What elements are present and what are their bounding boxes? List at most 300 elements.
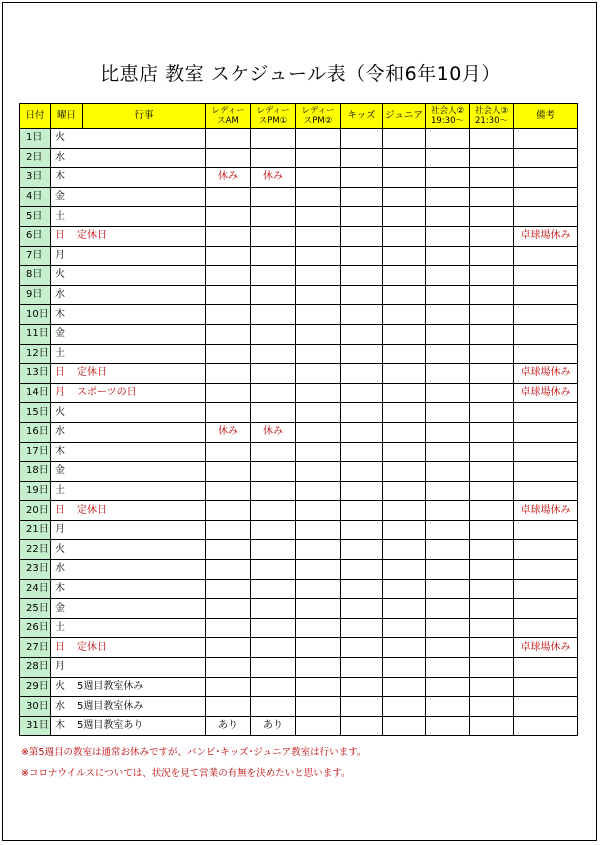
kids-cell [341,403,383,423]
weekday-cell [51,677,206,697]
notes-cell [514,422,578,442]
junior-cell [383,422,426,442]
junior-cell [383,226,426,246]
ladies-pm1-cell [251,658,296,678]
ladies-pm1-cell [251,442,296,462]
date-cell: 9日 [20,285,51,305]
kids-cell [341,520,383,540]
notes-cell [514,599,578,619]
table-row [20,716,578,736]
table-row [20,560,578,580]
notes-cell [514,716,578,736]
notes-cell [514,658,578,678]
adult-1930-cell [426,344,470,364]
event-label: スポーツの日 [77,387,137,399]
ladies-pm2-cell [296,540,341,560]
table-row [20,422,578,442]
kids-cell [341,579,383,599]
table-row [20,266,578,286]
weekday-cell: 金 [51,599,83,619]
event-cell [83,324,206,344]
notes-cell [514,207,578,227]
ladies-pm1-cell [251,285,296,305]
adult-1930-cell [426,599,470,619]
junior-cell [383,599,426,619]
ladies-pm2-cell [296,442,341,462]
weekday-cell: 水 [51,422,83,442]
ladies-pm2-cell [296,560,341,580]
ladies-pm2-cell [296,324,341,344]
weekday-label: 日 [55,367,65,379]
adult-2130-cell [470,579,514,599]
ladies-am-cell [206,403,251,423]
ladies-am-cell: 休み [206,168,251,188]
kids-cell [341,187,383,207]
weekday-label: 木 [55,720,65,732]
ladies-pm2-cell [296,462,341,482]
adult-2130-cell [470,403,514,423]
event-cell [83,129,206,149]
adult-2130-cell [470,501,514,521]
adult-1930-cell [426,716,470,736]
adult-1930-cell [426,481,470,501]
notes-cell [514,305,578,325]
adult-1930-cell [426,422,470,442]
junior-cell [383,501,426,521]
date-cell: 22日 [20,540,51,560]
ladies-pm2-cell [296,579,341,599]
kids-cell [341,383,383,403]
adult-1930-cell [426,697,470,717]
junior-cell [383,285,426,305]
adult-1930-cell [426,168,470,188]
notes-cell [514,697,578,717]
ladies-pm1-cell [251,520,296,540]
adult-2130-cell [470,618,514,638]
adult-1930-cell [426,187,470,207]
adult-2130-cell [470,266,514,286]
weekday-cell: 土 [51,481,83,501]
adult-2130-cell [470,422,514,442]
date-cell: 2日 [20,148,51,168]
event-label: 5週目教室休み [77,680,144,692]
weekday-label: 日 [55,230,65,242]
table-row [20,207,578,227]
kids-cell [341,207,383,227]
date-cell: 10日 [20,305,51,325]
ladies-pm2-cell [296,403,341,423]
ladies-pm1-cell [251,697,296,717]
ladies-am-cell [206,246,251,266]
footnote-fifth-week: ※第5週目の教室は通常お休みですが、バンビ･キッズ･ジュニア教室は行います。 [21,747,367,758]
weekday-label: 月 [55,387,65,399]
weekday-cell: 水 [51,148,83,168]
event-cell [83,285,206,305]
table-row [20,618,578,638]
adult-2130-cell [470,677,514,697]
ladies-pm2-cell [296,520,341,540]
ladies-pm2-cell [296,481,341,501]
weekday-cell: 土 [51,618,83,638]
kids-cell [341,226,383,246]
header-adult-2130: 社会人③ 21:30～ [470,104,514,129]
ladies-pm2-cell [296,148,341,168]
ladies-am-cell [206,226,251,246]
event-cell [83,344,206,364]
weekday-cell: 水 [51,560,83,580]
kids-cell [341,697,383,717]
adult-1930-cell [426,403,470,423]
notes-cell [514,677,578,697]
ladies-pm2-cell [296,501,341,521]
ladies-am-cell [206,579,251,599]
ladies-pm1-cell [251,501,296,521]
ladies-pm2-cell [296,285,341,305]
kids-cell [341,344,383,364]
adult-2130-cell [470,285,514,305]
adult-2130-cell [470,246,514,266]
ladies-am-cell [206,638,251,658]
weekday-cell: 木 [51,305,83,325]
adult-2130-cell [470,697,514,717]
junior-cell [383,560,426,580]
table-row [20,383,578,403]
weekday-cell: 月 [51,246,83,266]
event-cell [83,422,206,442]
table-row [20,697,578,717]
date-cell: 6日 [20,226,51,246]
ladies-pm2-cell [296,599,341,619]
ladies-pm2-cell [296,422,341,442]
weekday-cell: 水 [51,285,83,305]
table-row [20,187,578,207]
kids-cell [341,364,383,384]
date-cell: 11日 [20,324,51,344]
notes-cell [514,246,578,266]
weekday-cell: 土 [51,207,83,227]
table-row [20,148,578,168]
ladies-am-cell [206,129,251,149]
junior-cell [383,638,426,658]
table-row [20,481,578,501]
ladies-pm2-cell [296,677,341,697]
table-row [20,462,578,482]
header-event: 行事 [83,104,206,129]
adult-2130-cell [470,187,514,207]
adult-2130-cell [470,599,514,619]
notes-cell [514,187,578,207]
ladies-am-cell [206,481,251,501]
ladies-pm2-cell [296,697,341,717]
kids-cell [341,422,383,442]
event-cell [83,442,206,462]
adult-1930-cell [426,501,470,521]
weekday-cell: 火 [51,266,83,286]
date-cell: 24日 [20,579,51,599]
date-cell: 23日 [20,560,51,580]
table-row [20,677,578,697]
table-row [20,579,578,599]
date-cell: 14日 [20,383,51,403]
ladies-pm1-cell [251,246,296,266]
weekday-label: 水 [55,700,65,712]
junior-cell [383,246,426,266]
weekday-cell: 土 [51,344,83,364]
ladies-pm1-cell [251,618,296,638]
kids-cell [341,442,383,462]
ladies-pm2-cell [296,618,341,638]
date-cell: 12日 [20,344,51,364]
adult-2130-cell [470,383,514,403]
table-row [20,599,578,619]
header-notes: 備考 [514,104,578,129]
weekday-label: 日 [55,641,65,653]
table-row [20,364,578,384]
event-label: 定休日 [77,641,107,653]
notes-cell [514,560,578,580]
junior-cell [383,403,426,423]
kids-cell [341,285,383,305]
adult-1930-cell [426,618,470,638]
ladies-pm2-cell [296,129,341,149]
weekday-cell: 火 [51,403,83,423]
event-cell [83,207,206,227]
junior-cell [383,324,426,344]
date-cell: 5日 [20,207,51,227]
event-cell [83,560,206,580]
adult-1930-cell [426,305,470,325]
ladies-pm1-cell [251,266,296,286]
kids-cell [341,677,383,697]
event-cell [83,305,206,325]
junior-cell [383,442,426,462]
date-cell: 29日 [20,677,51,697]
kids-cell [341,305,383,325]
ladies-pm1-cell [251,579,296,599]
weekday-cell [51,716,206,736]
ladies-pm1-cell [251,344,296,364]
event-label: 5週目教室あり [77,720,144,732]
notes-cell [514,442,578,462]
footnote-corona: ※コロナウイルスについては、状況を見て営業の有無を決めたいと思います。 [21,768,351,779]
ladies-am-cell [206,677,251,697]
ladies-pm2-cell [296,207,341,227]
notes-cell: 卓球場休み [514,364,578,384]
ladies-pm1-cell [251,364,296,384]
event-label: 定休日 [77,504,107,516]
date-cell: 21日 [20,520,51,540]
notes-cell [514,540,578,560]
junior-cell [383,520,426,540]
table-row [20,520,578,540]
adult-1930-cell [426,207,470,227]
kids-cell [341,501,383,521]
event-cell [83,462,206,482]
kids-cell [341,618,383,638]
junior-cell [383,266,426,286]
date-cell: 17日 [20,442,51,462]
ladies-pm2-cell [296,638,341,658]
weekday-cell: 火 [51,540,83,560]
event-cell [83,520,206,540]
event-cell [83,266,206,286]
date-cell: 18日 [20,462,51,482]
date-cell: 8日 [20,266,51,286]
kids-cell [341,324,383,344]
event-cell [83,599,206,619]
adult-1930-cell [426,324,470,344]
notes-cell [514,324,578,344]
adult-1930-cell [426,658,470,678]
header-date: 日付 [20,104,51,129]
ladies-am-cell [206,285,251,305]
adult-2130-cell [470,462,514,482]
ladies-am-cell [206,618,251,638]
ladies-pm2-cell [296,658,341,678]
junior-cell [383,305,426,325]
header-kids: キッズ [341,104,383,129]
adult-2130-cell [470,324,514,344]
ladies-pm1-cell [251,383,296,403]
ladies-pm2-cell [296,716,341,736]
adult-2130-cell [470,148,514,168]
header-ladies-pm1: レディー スPM① [251,104,296,129]
date-cell: 27日 [20,638,51,658]
ladies-pm2-cell [296,187,341,207]
ladies-am-cell [206,364,251,384]
ladies-am-cell [206,324,251,344]
notes-cell [514,403,578,423]
date-cell: 7日 [20,246,51,266]
date-cell: 4日 [20,187,51,207]
ladies-am-cell [206,462,251,482]
adult-1930-cell [426,462,470,482]
event-cell [83,481,206,501]
ladies-pm1-cell [251,187,296,207]
header-ladies-am: レディー スAM [206,104,251,129]
ladies-pm1-cell [251,226,296,246]
table-row [20,540,578,560]
ladies-pm2-cell [296,266,341,286]
ladies-am-cell: 休み [206,422,251,442]
adult-1930-cell [426,285,470,305]
page-title: 比恵店 教室 スケジュール表（令和6年10月） [100,63,501,85]
notes-cell [514,168,578,188]
adult-1930-cell [426,364,470,384]
weekday-cell: 木 [51,579,83,599]
weekday-label: 火 [55,680,65,692]
junior-cell [383,344,426,364]
ladies-pm1-cell [251,462,296,482]
table-row [20,638,578,658]
notes-cell: 卓球場休み [514,638,578,658]
ladies-pm1-cell [251,324,296,344]
weekday-label: 日 [55,504,65,516]
adult-1930-cell [426,246,470,266]
adult-1930-cell [426,520,470,540]
table-row [20,305,578,325]
adult-2130-cell [470,658,514,678]
table-row [20,658,578,678]
ladies-am-cell [206,344,251,364]
adult-2130-cell [470,540,514,560]
weekday-cell: 金 [51,462,83,482]
event-cell [83,579,206,599]
junior-cell [383,716,426,736]
table-row [20,344,578,364]
ladies-pm1-cell [251,207,296,227]
notes-cell [514,579,578,599]
event-label: 5週目教室休み [77,700,144,712]
adult-1930-cell [426,148,470,168]
event-cell [83,618,206,638]
notes-cell [514,129,578,149]
kids-cell [341,246,383,266]
kids-cell [341,599,383,619]
event-cell [83,540,206,560]
date-cell: 25日 [20,599,51,619]
weekday-cell: 月 [51,658,83,678]
junior-cell [383,697,426,717]
date-cell: 15日 [20,403,51,423]
ladies-pm1-cell [251,638,296,658]
kids-cell [341,560,383,580]
table-row [20,168,578,188]
ladies-pm2-cell [296,246,341,266]
ladies-pm2-cell [296,305,341,325]
ladies-am-cell [206,520,251,540]
ladies-am-cell [206,599,251,619]
weekday-cell: 木 [51,442,83,462]
header-ladies-pm2: レディー スPM② [296,104,341,129]
notes-cell [514,266,578,286]
ladies-am-cell [206,148,251,168]
adult-1930-cell [426,383,470,403]
date-cell: 19日 [20,481,51,501]
ladies-am-cell [206,658,251,678]
notes-cell: 卓球場休み [514,226,578,246]
schedule-table [19,103,578,736]
ladies-pm1-cell [251,599,296,619]
adult-2130-cell [470,481,514,501]
adult-2130-cell [470,226,514,246]
notes-cell [514,520,578,540]
event-cell [83,168,206,188]
weekday-cell: 火 [51,129,83,149]
junior-cell [383,383,426,403]
adult-2130-cell [470,520,514,540]
table-row [20,246,578,266]
adult-1930-cell [426,540,470,560]
ladies-pm2-cell [296,344,341,364]
adult-2130-cell [470,168,514,188]
junior-cell [383,579,426,599]
ladies-pm1-cell: 休み [251,422,296,442]
adult-1930-cell [426,560,470,580]
kids-cell [341,266,383,286]
junior-cell [383,618,426,638]
ladies-am-cell [206,305,251,325]
ladies-pm1-cell [251,677,296,697]
kids-cell [341,129,383,149]
ladies-am-cell [206,207,251,227]
table-row [20,226,578,246]
notes-cell [514,618,578,638]
weekday-cell [51,501,206,521]
junior-cell [383,129,426,149]
adult-2130-cell [470,207,514,227]
ladies-pm1-cell [251,481,296,501]
